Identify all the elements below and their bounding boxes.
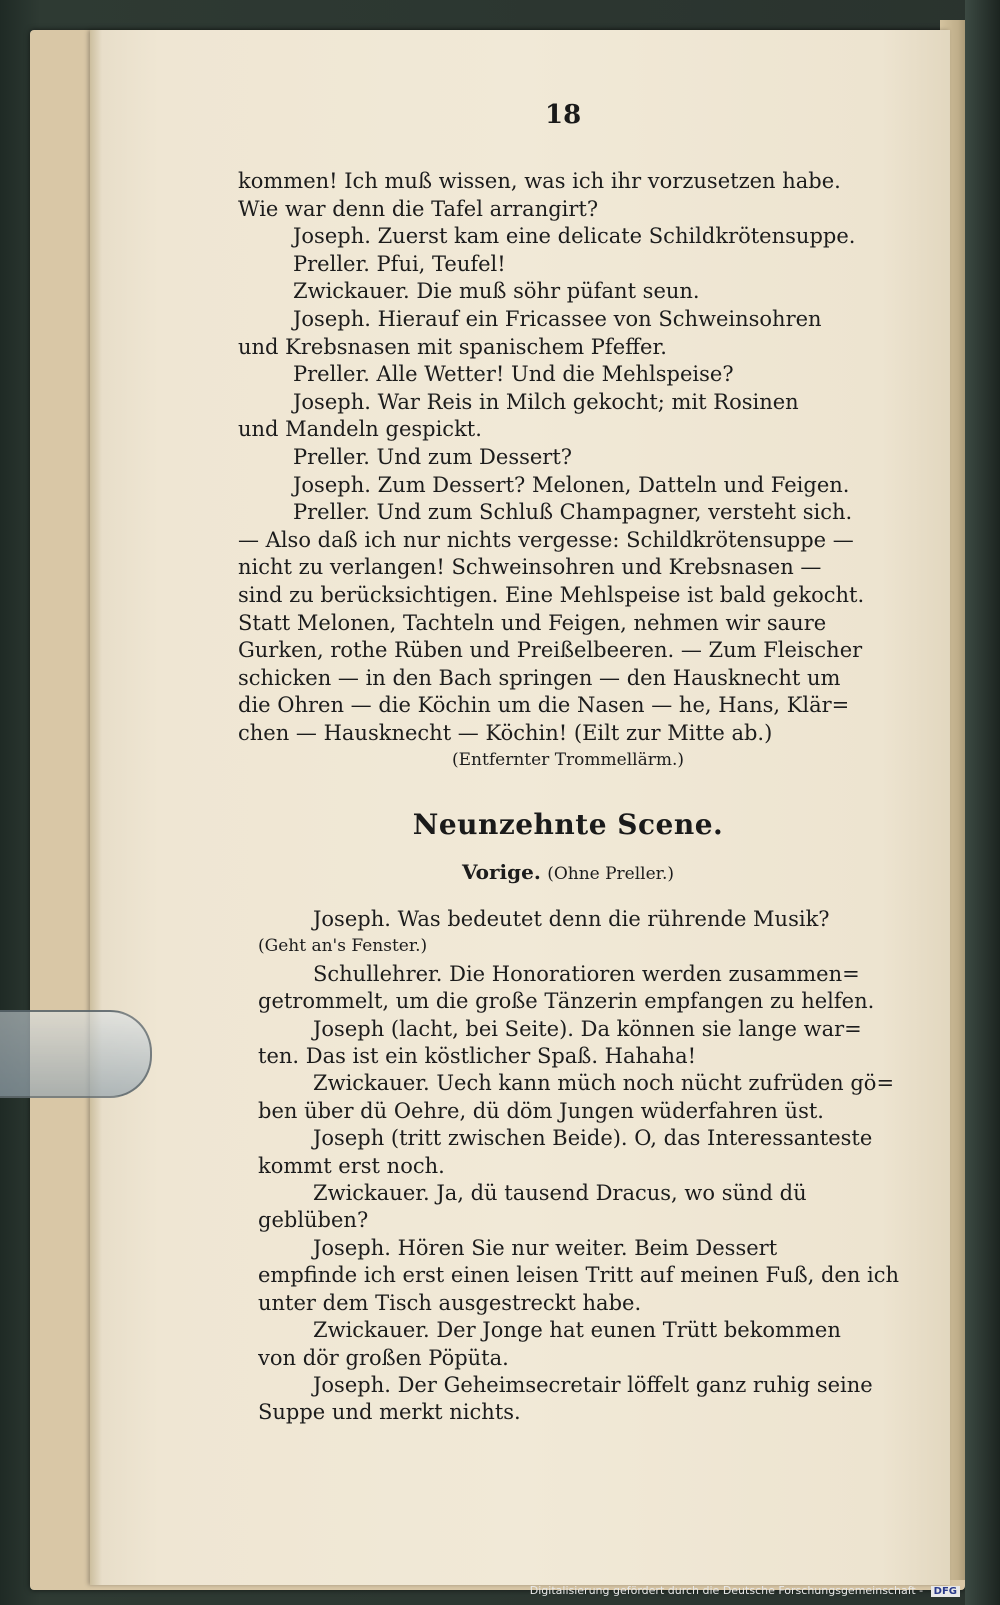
text-line: kommen! Ich muß wissen, was ich ihr vorzusetzen habe.: [238, 169, 841, 193]
text-line: Preller. Alle Wetter! Und die Mehlspeise?: [293, 362, 734, 387]
text-line: Preller. Und zum Schluß Champagner, versteht sich.: [293, 500, 853, 525]
text-line: geblüben?: [258, 1208, 369, 1233]
text-line: Joseph. Der Geheimsecretair löffelt ganz ruhig seine: [313, 1372, 873, 1397]
text-line: die Ohren — die Köchin um die Nasen — he, Hans, Klär=: [238, 693, 850, 718]
text-line: Joseph. Hierauf ein Fricassee von Schweinsohren: [293, 306, 822, 331]
text-line: unter dem Tisch ausgestreckt habe.: [258, 1290, 642, 1315]
text-line: Zwickauer. Der Jonge hat eunen Trütt bekommen: [313, 1318, 841, 1343]
scan-border: [965, 0, 1000, 1605]
text-line: Wie war denn die Tafel arrangirt?: [238, 196, 599, 221]
page-number: 18: [545, 100, 582, 130]
text-line: Preller. Und zum Dessert?: [293, 444, 573, 469]
text-line: schicken — in den Bach springen — den Hausknecht um: [238, 665, 841, 690]
text-line: Zwickauer. Die muß söhr püfant seun.: [293, 279, 700, 304]
stage-direction: (Geht an's Fenster.): [258, 936, 428, 957]
dialogue-block-bottom: [258, 906, 918, 1427]
text-line: nicht zu verlangen! Schweinsohren und Krebsnasen —: [238, 555, 822, 580]
text-line: chen — Hausknecht — Köchin! (Eilt zur Mitte ab.): [238, 720, 773, 745]
text-line: und Krebsnasen mit spanischem Pfeffer.: [238, 334, 667, 359]
text-line: Joseph. Zuerst kam eine delicate Schildkrötensuppe.: [293, 224, 856, 249]
text-line: Joseph. Was bedeutet denn die rührende Musik?: [313, 907, 830, 931]
text-line: und Mandeln gespickt.: [238, 417, 482, 442]
dialogue-block-top: [238, 168, 898, 775]
scene-cast: [238, 860, 898, 884]
text-line: ten. Das ist ein köstlicher Spaß. Hahaha!: [258, 1044, 697, 1069]
scene-heading: Neunzehnte Scene.: [412, 808, 724, 841]
text-line: sind zu berücksichtigen. Eine Mehlspeise ist bald gekocht.: [238, 582, 865, 607]
text-line: Joseph (lacht, bei Seite). Da können sie lange war=: [313, 1016, 862, 1041]
scene-cast-note: (Ohne Preller.): [547, 864, 674, 884]
text-line: von dör großen Pöpüta.: [258, 1345, 509, 1370]
text-line: Suppe und merkt nichts.: [258, 1400, 521, 1425]
scene-cast-label: Vorige.: [462, 860, 541, 884]
text-line: Preller. Pfui, Teufel!: [293, 251, 506, 276]
page-clip-holder: [0, 1010, 152, 1098]
text-line: Joseph (tritt zwischen Beide). O, das Interessanteste: [313, 1126, 873, 1151]
dfg-logo: DFG: [931, 1586, 960, 1597]
text-line: Zwickauer. Uech kann müch noch nücht zufrüden gö=: [313, 1071, 895, 1096]
text-line: getrommelt, um die große Tänzerin empfangen zu helfen.: [258, 989, 875, 1014]
page-gutter: [90, 30, 102, 1585]
text-line: Joseph. Zum Dessert? Melonen, Datteln und Feigen.: [293, 472, 850, 497]
text-line: ben über dü Oehre, dü döm Jungen wüderfahren üst.: [258, 1098, 824, 1123]
text-line: kommt erst noch.: [258, 1153, 445, 1178]
text-line: Statt Melonen, Tachteln und Feigen, nehmen wir saure: [238, 610, 827, 635]
text-line: Joseph. Hören Sie nur weiter. Beim Dessert: [313, 1235, 778, 1260]
credit-text: Digitalisierung gefördert durch die Deutsche Forschungsgemeinschaft -: [529, 1584, 924, 1597]
text-line: Joseph. War Reis in Milch gekocht; mit Rosinen: [293, 389, 799, 414]
text-line: — Also daß ich nur nichts vergesse: Schildkrötensuppe —: [238, 527, 854, 552]
text-line: Zwickauer. Ja, dü tausend Dracus, wo sünd dü: [313, 1181, 807, 1206]
text-line: Gurken, rothe Rüben und Preißelbeeren. — Zum Fleischer: [238, 638, 863, 663]
text-line: empfinde ich erst einen leisen Tritt auf meinen Fuß, den ich: [258, 1263, 900, 1288]
text-line: Schullehrer. Die Honoratioren werden zusammen=: [313, 961, 860, 986]
digitization-credit: [530, 1584, 960, 1597]
stage-direction: (Entfernter Trommellärm.): [452, 750, 684, 771]
